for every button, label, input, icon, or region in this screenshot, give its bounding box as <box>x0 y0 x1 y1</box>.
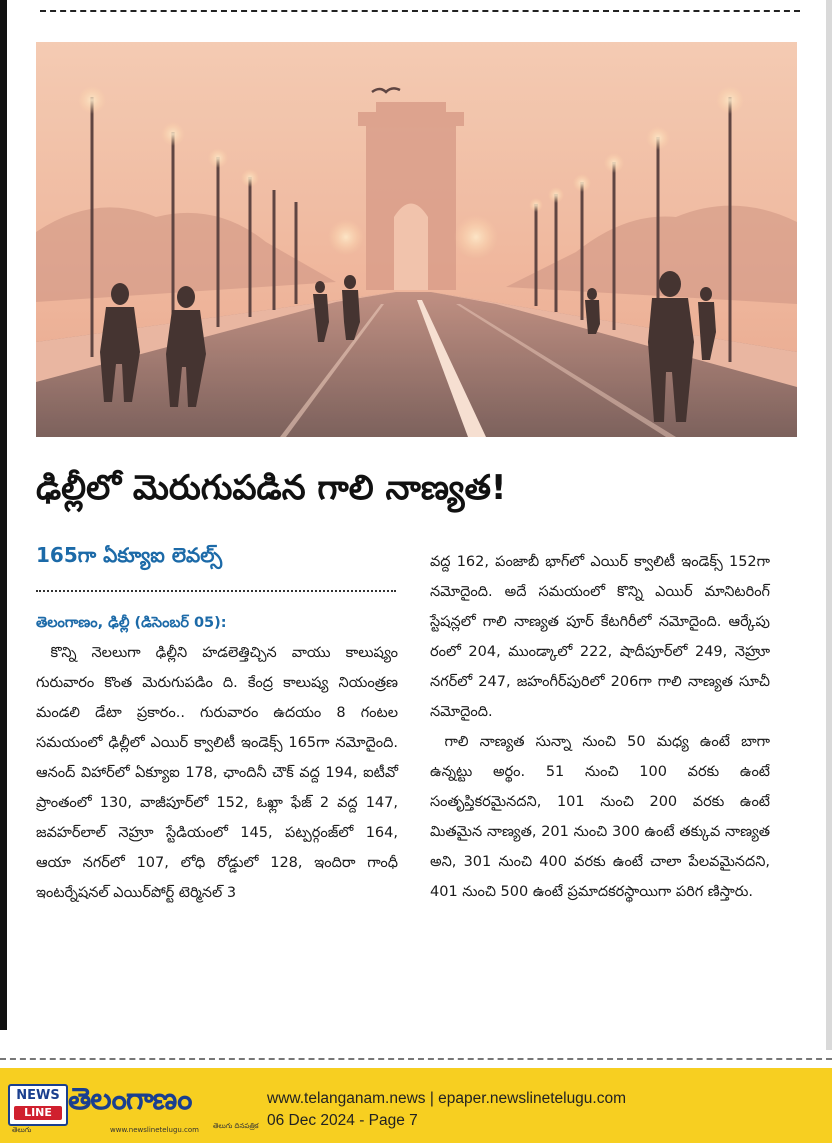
newsline-logo-subtitle: తెలుగు <box>12 1126 32 1134</box>
article-column-left <box>36 608 398 908</box>
page-edge-right <box>826 0 832 1050</box>
india-gate-smog-photo <box>36 42 797 437</box>
article-headline: ఢిల్లీలో మెరుగుపడిన గాలి నాణ్యత! <box>36 468 507 508</box>
logo-tagline: తెలుగు దినపత్రిక <box>213 1122 259 1130</box>
footer-date-page: 06 Dec 2024 - Page 7 <box>267 1112 418 1129</box>
article-body-right-1: వద్ద 162, పంజాబీ భాగ్‌లో ఎయిర్ క్వాలిటీ ఇండెక్స్ 152గా నమోదైంది. అదే సమయంలో కొన్ని ఎయిర్ మానిటరింగ్ స్టేషన్లలో గాలి నాణ్యత పూర్ కేటగిరీలో నమోదైంది. ఆర్కేపు రంలో 204, ముండ్కాలో 222, షాదీపూర్‌లో 249, నెహ్రూ నగర్‌లో 247, జహంగీర్‌పురిలో 206గా గాలి నాణ్యత సూచీ నమోదైంది. <box>430 554 770 720</box>
footer-divider <box>0 1058 832 1060</box>
article-body-left: కొన్ని నెలలుగా ఢిల్లీని హడలెత్తిచ్చిన వాయు కాలుష్యం గురువారం కొంత మెరుగుపడిం ది. కేంద్ర కాలుష్య నియంత్రణ మండలి డేటా ప్రకారం.. గురువారం ఉదయం 8 గంటల సమయంలో ఢిల్లీలో ఎయిర్ క్వాలిటీ ఇండెక్స్ 165గా నమోదైంది. ఆనంద్ విహార్‌లో ఏక్యూఐ 178, ఛాందినీ చౌక్ వద్ద 194, ఐటీవో ప్రాంతంలో 130, వాజీపూర్‌లో 152, ఓఖ్లా ఫేజ్ 2 వద్ద 147, జవహర్‌లాల్ నెహ్రూ స్టేడియంలో 145, పట్పర్గంజ్‌లో 164, ఆయా నగర్‌లో 107, లోధి రోడ్డులో 128, ఇందిరా గాంధీ ఇంటర్నేషనల్ ఎయిర్‌పోర్ట్ టెర్మినల్ 3 <box>36 645 398 901</box>
footer-links: www.telanganam.news | epaper.newslinetelugu.com <box>267 1090 627 1107</box>
top-rule <box>0 0 832 14</box>
article-column-right <box>430 547 770 907</box>
telanganam-logo: తెలంగాణం <box>68 1082 192 1117</box>
subheadline-divider <box>36 590 396 592</box>
logo-url: www.newslinetelugu.com <box>110 1126 199 1134</box>
page-edge-left <box>0 0 7 1030</box>
article-body-right-2: గాలి నాణ్యత సున్నా నుంచి 50 మధ్య ఉంటే బాగా ఉన్నట్టు అర్థం. 51 నుంచి 100 వరకు ఉంటే సంతృప్తికరమైనదని, 101 నుంచి 200 వరకు ఉంటే మితమైన నాణ్యత, 201 నుంచి 300 ఉంటే తక్కువ నాణ్యత అని, 301 నుంచి 400 వరకు ఉంటే చాలా పేలవమైనదని, 401 నుంచి 500 ఉంటే ప్రమాదకరస్థాయిగా పరిగ ణిస్తారు. <box>430 734 770 900</box>
article-dateline: తెలంగాణం, ఢిల్లీ (డిసెంబర్ 05): <box>36 615 227 631</box>
newsline-logo: NEWS LINE <box>8 1084 68 1126</box>
footer <box>0 1068 832 1143</box>
article-subheadline: 165గా ఏక్యూఐ లెవల్స్ <box>36 543 223 567</box>
